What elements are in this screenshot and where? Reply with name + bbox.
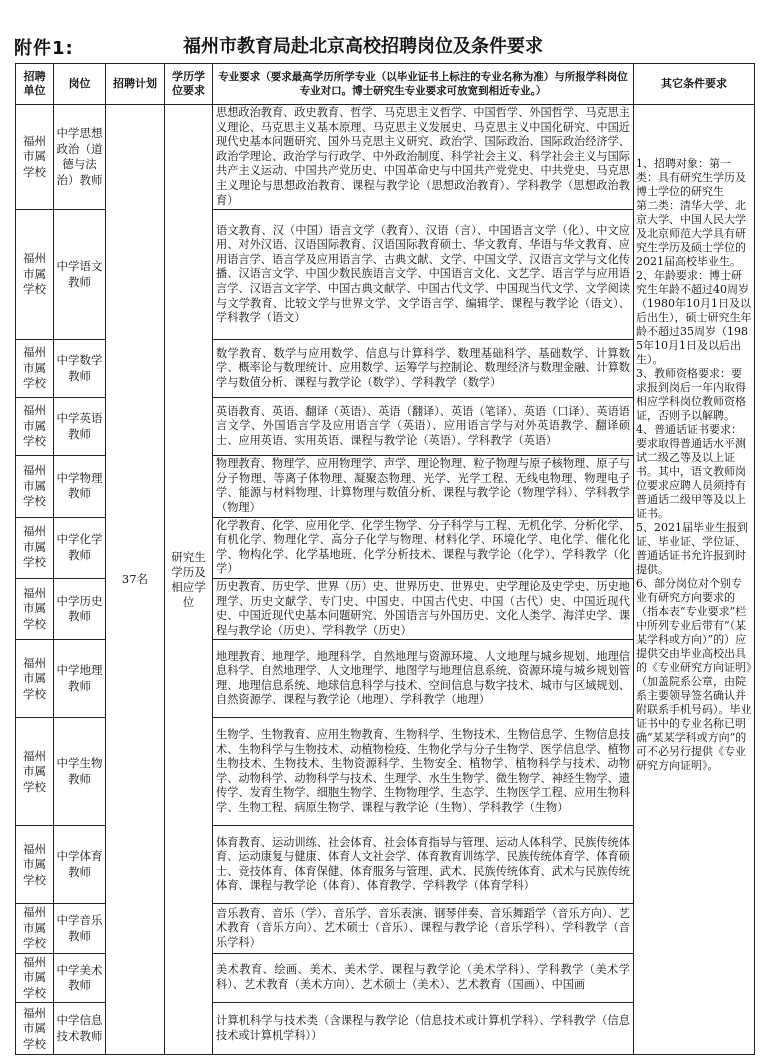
unit-cell: 福州市属学校 xyxy=(16,904,54,954)
post-cell: 中学英语教师 xyxy=(54,398,106,456)
header-major: 专业要求（要求最高学历所学专业（以毕业证书上标注的专业名称为准）与所报学科岗位专业对口。博士研究生专业要求可放宽到相近专业。） xyxy=(213,64,634,105)
unit-cell: 福州市属学校 xyxy=(16,340,54,398)
post-cell: 中学思想政治（道德与法治）教师 xyxy=(54,105,106,210)
major-cell: 计算机科学与技术类（含课程与教学论（信息技术或计算机学科）、学科教学（信息技术或计算机学科）） xyxy=(213,1003,634,1055)
major-cell: 生物学、生物教育、应用生物教育、生物科学、生物技术、生物信息学、生物信息技术、生物科学与生物技术、动植物检疫、生物化学与分子生物学、医学信息学、植物生物技术、生物技术、生物资源科学、生物安全、植物学、植物科学与技术、动物学、动物科学、动物科学与技术、生理学、水生生物学、微生物学、神经生物学、遗传学、发育生物学、细胞生物学、生物物理学、生态学、生物医学工程、应用生物科学、生物工程、病原生物学、课程与教学论（生物）、学科教学（生物） xyxy=(213,718,634,826)
document-header xyxy=(0,0,771,64)
post-cell: 中学体育教师 xyxy=(54,826,106,904)
major-cell: 英语教育、英语、翻译（英语）、英语（翻译）、英语（笔译）、英语（口译）、英语语言文学、外国语言学及应用语言学（英语）、应用语言学与对外英语教学、翻译硕士、应用英语、实用英语、课程与教学论（英语）、学科教学（英语） xyxy=(213,398,634,456)
post-cell: 中学语文教师 xyxy=(54,210,106,340)
major-cell: 地理教育、地理学、地理科学、自然地理与资源环境、人文地理与城乡规划、地理信息科学、自然地理学、人文地理学、地图学与地理信息系统、资源环境与城乡规划管理、地理信息系统、地球信息科学与技术、空间信息与数字技术、城市与区域规划、自然资源学、课程与教学论（地理）、学科教学（地理） xyxy=(213,640,634,718)
post-cell: 中学物理教师 xyxy=(54,456,106,517)
major-cell: 音乐教育、音乐（学）、音乐学、音乐表演、钢琴伴奏、音乐舞蹈学（音乐方向）、艺术教育（音乐方向）、艺术硕士（音乐）、课程与教学论（音乐学科）、学科教学（音乐学科） xyxy=(213,904,634,954)
other-requirements-cell: 1、招聘对象：第一类：具有研究生学历及博士学位的研究生 第二类：清华大学、北京大学、中国人民大学及北京师范大学具有研究生学历及硕士学位的2021届高校毕业生。 2、年龄要求：博士研究生年龄不超过40周岁（1980年10月1日及以后出生），硕士研究生年龄不超过35周岁（1985年10月1日及以后出生）。 3、教师资格要求：要求报到岗后一年内取得相应学科岗位教师资格证，否则予以解聘。 4、普通话证书要求：要求取得普通话水平测试二级乙等及以上证书。其中，语文教师岗位要求应聘人员须持有普通话二级甲等及以上证书。 5、2021届毕业生报到证、毕业证、学位证、普通话证书允许报到时提供。 6、部分岗位对个别专业有研究方向要求的（指本表“专业要求”栏中所列专业后带有“（某某学科或方向）”的）应提供交由毕业高校出具的《专业研究方向证明》（加盖院系公章，由院系主要领导签名确认并附联系手机号码）。毕业证书中的专业名称已明确“某某学科或方向”的可不必另行提供《专业研究方向证明》。 xyxy=(634,105,755,1055)
attachment-label: 附件1: xyxy=(14,38,74,59)
header-unit: 招聘 单位 xyxy=(16,64,54,105)
education-cell: 研究生学历及相应学位 xyxy=(165,105,213,1055)
post-cell: 中学美术教师 xyxy=(54,953,106,1003)
major-cell: 物理教育、物理学、应用物理学、声学、理论物理、粒子物理与原子核物理、原子与分子物理、等离子体物理、凝聚态物理、光学、光学工程、无线电物理、物理电子学、能源与材料物理、计算物理与数值分析、课程与教学论（物理学科）、学科教学（物理） xyxy=(213,456,634,517)
plan-cell: 37名 xyxy=(106,105,165,1055)
major-cell: 语文教育、汉（中国）语言文学（教育）、汉语（言）、中国语言文学（化）、中文应用、对外汉语、汉语国际教育、汉语国际教育硕士、华文教育、华语与华文教育、应用语言学、语言学及应用语言学、古典文献、文学、中国文学、汉语言文学与文化传播、汉语言文学、中国少数民族语言文学、中国语言文化、文艺学、语言学与应用语言学、汉语言文字学、中国古典文献学、中国古代文学、中国现当代文学、文学阅读与文学教育、比较文学与世界文学、文学语言学、编辑学、课程与教学论（语文）、学科教学（语文） xyxy=(213,210,634,340)
table-header-row xyxy=(16,64,755,105)
document-title: 福州市教育局赴北京高校招聘岗位及条件要求 xyxy=(183,36,543,57)
major-cell: 思想政治教育、政史教育、哲学、马克思主义哲学、中国哲学、外国哲学、马克思主义理论、马克思主义基本原理、马克思主义发展史、马克思主义中国化研究、中国近现代史基本问题研究、国外马克思主义研究、政治学、国际政治、国际政治经济学、政治学理论、政治学与行政学、中外政治制度、科学社会主义、科学社会主义与国际共产主义运动、中国共产党历史、中国革命史与中国共产党党史、中共党史、马克思主义理论与思想政治教育、课程与教学论（思想政治教育）、学科教学（思想政治教育） xyxy=(213,105,634,210)
major-cell: 数学教育、数学与应用数学、信息与计算科学、数理基础科学、基础数学、计算数学、概率论与数理统计、应用数学、运筹学与控制论、数理经济与数理金融、计算数学与数值分析、课程与教学论（数学）、学科教学（数学） xyxy=(213,340,634,398)
unit-cell: 福州市属学校 xyxy=(16,826,54,904)
table-row xyxy=(16,105,755,210)
recruitment-table xyxy=(15,63,755,1055)
post-cell: 中学历史教师 xyxy=(54,578,106,639)
unit-cell: 福州市属学校 xyxy=(16,578,54,639)
unit-cell: 福州市属学校 xyxy=(16,105,54,210)
post-cell: 中学生物教师 xyxy=(54,718,106,826)
unit-cell: 福州市属学校 xyxy=(16,398,54,456)
post-cell: 中学地理教师 xyxy=(54,640,106,718)
major-cell: 历史教育、历史学、世界（历）史、世界历史、世界史、史学理论及史学史、历史地理学、历史文献学、专门史、中国史、中国古代史、中国（古代）史、中国近现代史、中国近现代史基本问题研究、外国语言与外国历史、文化人类学、海洋史学、课程与教学论（历史）、学科教学（历史） xyxy=(213,578,634,639)
post-cell: 中学化学教师 xyxy=(54,517,106,578)
post-cell: 中学信息技术教师 xyxy=(54,1003,106,1055)
post-cell: 中学音乐教师 xyxy=(54,904,106,954)
unit-cell: 福州市属学校 xyxy=(16,640,54,718)
header-post: 岗位 xyxy=(54,64,106,105)
unit-cell: 福州市属学校 xyxy=(16,210,54,340)
unit-cell: 福州市属学校 xyxy=(16,1003,54,1055)
unit-cell: 福州市属学校 xyxy=(16,953,54,1003)
unit-cell: 福州市属学校 xyxy=(16,718,54,826)
unit-cell: 福州市属学校 xyxy=(16,456,54,517)
header-plan: 招聘计划 xyxy=(106,64,165,105)
major-cell: 美术教育、绘画、美术、美术学、课程与教学论（美术学科）、学科教学（美术学科）、艺术教育（美术方向）、艺术硕士（美术）、艺术教育（国画）、中国画 xyxy=(213,953,634,1003)
header-other: 其它条件要求 xyxy=(634,64,755,105)
major-cell: 化学教育、化学、应用化学、化学生物学、分子科学与工程、无机化学、分析化学、有机化学、物理化学、高分子化学与物理、材料化学、环境化学、电化学、催化化学、物构化学、化学基地班、化学分析技术、课程与教学论（化学）、学科教学（化学） xyxy=(213,517,634,578)
major-cell: 体育教育、运动训练、社会体育、社会体育指导与管理、运动人体科学、民族传统体育、运动康复与健康、体育人文社会学、体育教育训练学、民族传统体育学、体育硕士、竞技体育、体育保健、体育服务与管理、武术、民族传统体育、武术与民族传统体育、课程与教学论（体育）、体育教学、学科教学（体育学科） xyxy=(213,826,634,904)
header-education: 学历学 位要求 xyxy=(165,64,213,105)
post-cell: 中学数学教师 xyxy=(54,340,106,398)
unit-cell: 福州市属学校 xyxy=(16,517,54,578)
